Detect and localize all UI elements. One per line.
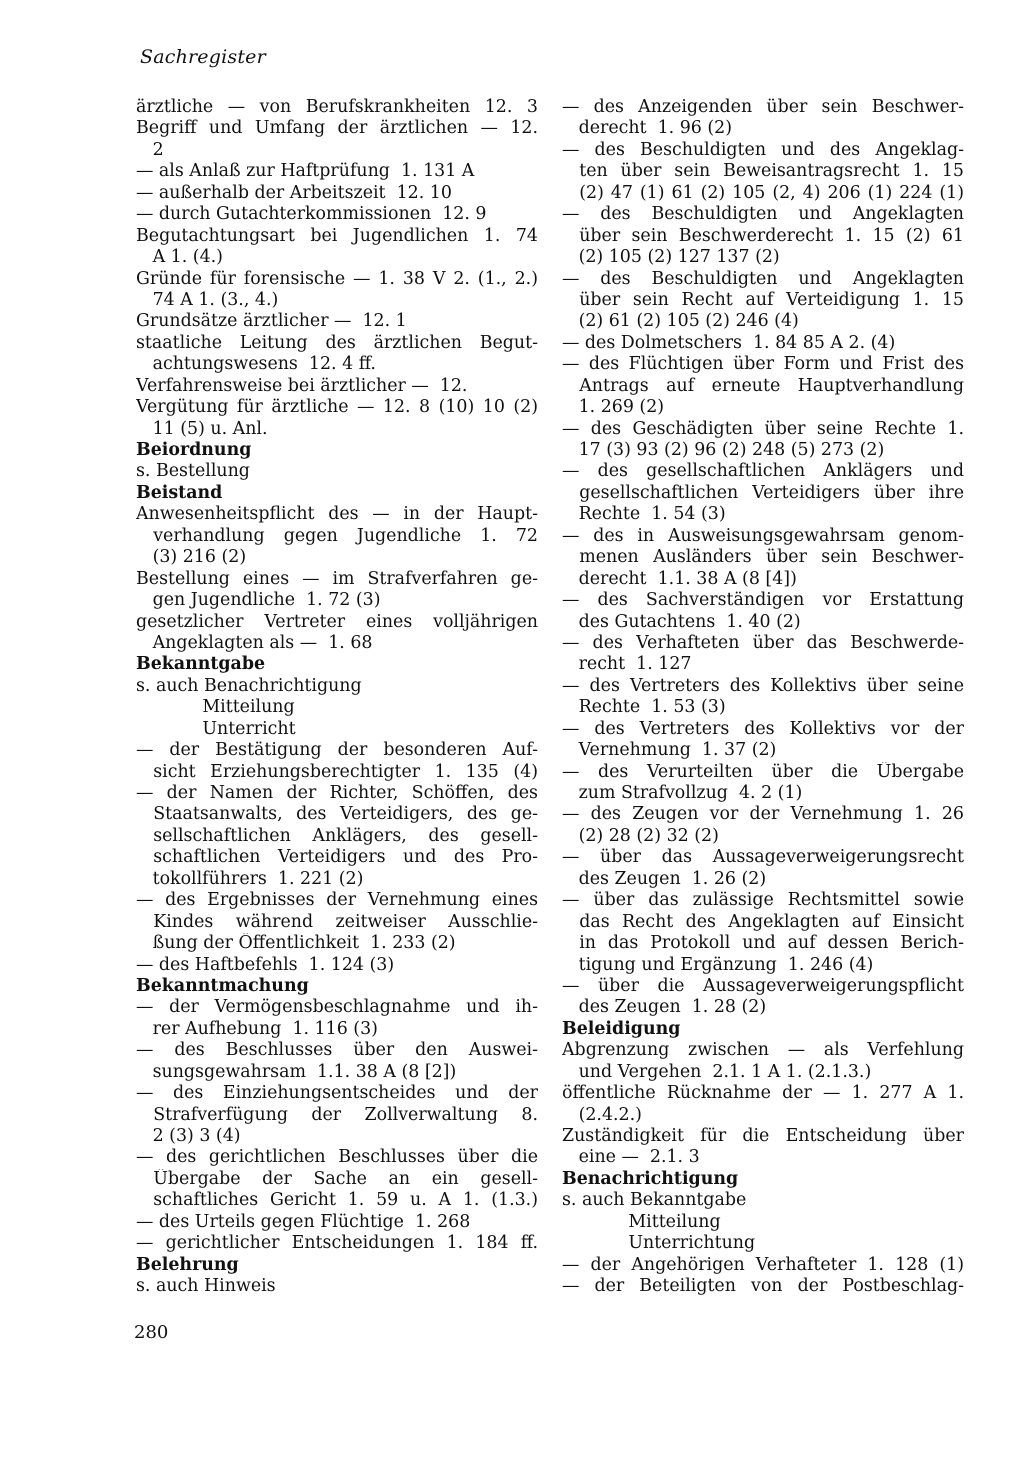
index-line: sellschaftlichen Anklägers, des gesell- [153, 825, 538, 846]
index-line: zum Strafvollzug 4. 2 (1) [562, 783, 803, 803]
index-line: — über das Aussageverweigerungsrecht [562, 847, 964, 868]
index-line: eine — 2.1. 3 [562, 1147, 700, 1168]
index-line: — des Ergebnisses der Vernehmung eines [136, 890, 538, 911]
index-line: — des Beschlusses über den Auswei- [136, 1040, 538, 1061]
index-line: s. Bestellung [136, 461, 250, 482]
index-line: s. auch Hinweis [136, 1276, 276, 1297]
index-line: öffentliche Rücknahme der — 1. 277 A 1. [562, 1083, 964, 1104]
index-line: s. auch Benachrichtigung [136, 675, 362, 696]
index-heading: Bekanntgabe [136, 654, 266, 675]
index-line: gen Jugendliche 1. 72 (3) [136, 590, 381, 611]
index-line: Kindes während zeitweiser Ausschlie- [153, 911, 538, 932]
index-line: Rechte 1. 53 (3) [562, 697, 726, 718]
index-line: derecht 1. 96 (2) [562, 118, 733, 139]
left-index-column [136, 97, 538, 1298]
index-line: ärztliche — von Berufskrankheiten 12. 3 [136, 97, 538, 117]
index-line: Mitteilung [136, 697, 295, 718]
index-line: — über das zulässige Rechtsmittel sowie [562, 890, 964, 911]
index-line: (2) 105 (2) 127 137 (2) [562, 247, 780, 268]
index-line: — des Haftbefehls 1. 124 (3) [136, 954, 395, 975]
index-line: Vergütung für ärztliche — 12. 8 (10) 10 (2) [136, 397, 538, 418]
index-line: verhandlung gegen Jugendliche 1. 72 [153, 525, 538, 546]
index-line: Strafverfügung der Zollverwaltung 8. [153, 1104, 538, 1125]
index-heading: Benachrichtigung [562, 1168, 739, 1189]
index-line: — des Vertreters des Kollektivs über seine [562, 675, 964, 696]
index-line: 2 [136, 139, 164, 160]
index-line: schaftliches Gericht 1. 59 u. A 1. (1.3.) [153, 1190, 538, 1211]
index-line: — des Flüchtigen über Form und Frist des [562, 354, 964, 375]
index-line: über sein Beschwerderecht 1. 15 (2) 61 [579, 225, 964, 246]
index-line: — des Urteils gegen Flüchtige 1. 268 [136, 1211, 471, 1232]
index-line: 1. 269 (2) [562, 397, 665, 418]
index-line: — der Bestätigung der besonderen Auf- [136, 740, 538, 761]
index-line: s. auch Bekanntgabe [562, 1190, 747, 1211]
index-line: das Recht des Angeklagten auf Einsicht [579, 911, 964, 932]
index-line: — des Sachverständigen vor Erstattung [562, 590, 964, 611]
index-line: — des in Ausweisungsgewahrsam genom- [562, 525, 964, 546]
index-line: gesellschaftlichen Verteidigers über ihre [579, 482, 964, 503]
index-line: über sein Recht auf Verteidigung 1. 15 [579, 289, 964, 310]
index-line: Rechte 1. 54 (3) [562, 504, 726, 525]
index-line: — der Vermögensbeschlagnahme und ih- [136, 997, 538, 1018]
running-header: Sachregister [140, 46, 266, 68]
index-heading: Beleidigung [562, 1018, 681, 1039]
index-line: rer Aufhebung 1. 116 (3) [136, 1018, 378, 1039]
index-line: 74 A 1. (3., 4.) [136, 289, 279, 310]
index-line: Angeklagten als — 1. 68 [136, 632, 373, 653]
index-line: schaftlichen Verteidigers und des Pro- [153, 847, 538, 868]
index-line: — der Beteiligten von der Postbeschlag- [562, 1276, 964, 1297]
index-line: Vernehmung 1. 37 (2) [562, 740, 777, 761]
index-line: sungsgewahrsam 1.1. 38 A (8 [2]) [136, 1061, 457, 1082]
index-line: menen Ausländers über sein Beschwer- [579, 547, 964, 568]
page-number: 280 [134, 1322, 169, 1343]
index-line: tigung und Ergänzung 1. 246 (4) [562, 954, 874, 975]
index-line: — des Anzeigenden über sein Beschwer- [562, 97, 964, 117]
index-line: — durch Gutachterkommissionen 12. 9 [136, 204, 487, 225]
index-line: — des Vertreters des Kollektivs vor der [562, 718, 964, 739]
index-line: ßung der Öffentlichkeit 1. 233 (2) [136, 933, 456, 954]
index-line: — als Anlaß zur Haftprüfung 1. 131 A [136, 161, 475, 182]
index-line: (2) 47 (1) 61 (2) 105 (2, 4) 206 (1) 224 (1) [579, 182, 964, 203]
index-line: — des gesellschaftlichen Anklägers und [562, 461, 964, 482]
index-line: staatliche Leitung des ärztlichen Begut- [136, 332, 538, 353]
index-line: Anwesenheitspflicht des — in der Haupt- [136, 504, 538, 525]
index-line: Begriff und Umfang der ärztlichen — 12. [136, 118, 538, 139]
index-line: Bestellung eines — im Strafverfahren ge- [136, 568, 538, 589]
index-line: des Zeugen 1. 28 (2) [562, 997, 767, 1018]
index-line: gesetzlicher Vertreter eines volljährigen [136, 611, 538, 632]
index-line: Antrags auf erneute Hauptverhandlung [579, 375, 964, 396]
index-line: Verfahrensweise bei ärztlicher — 12. [136, 375, 468, 396]
index-line: A 1. (4.) [136, 247, 223, 268]
index-line: 2 (3) 3 (4) [136, 1126, 241, 1146]
index-line: — des Verurteilten über die Übergabe [562, 761, 964, 782]
index-line: — des Dolmetschers 1. 84 85 A 2. (4) [562, 332, 896, 353]
index-line: — gerichtlicher Entscheidungen 1. 184 ff. [136, 1233, 538, 1254]
index-line: Unterrichtung [562, 1233, 756, 1254]
index-heading: Belehrung [136, 1254, 239, 1275]
index-line: Zuständigkeit für die Entscheidung über [562, 1126, 964, 1146]
index-line: Begutachtungsart bei Jugendlichen 1. 74 [136, 225, 538, 246]
index-line: — der Angehörigen Verhafteter 1. 128 (1) [562, 1254, 964, 1275]
index-line: recht 1. 127 [562, 654, 692, 675]
index-line: Staatsanwalts, des Verteidigers, des ge- [153, 804, 538, 825]
index-line: Mitteilung [562, 1211, 721, 1232]
index-line: — über die Aussageverweigerungspflicht [562, 975, 964, 996]
index-line: — des Einziehungsentscheides und der [136, 1083, 538, 1104]
index-line: und Vergehen 2.1. 1 A 1. (2.1.3.) [562, 1061, 872, 1082]
index-line: — des Beschuldigten und Angeklagten [562, 268, 964, 289]
index-line: Übergabe der Sache an ein gesell- [153, 1168, 538, 1189]
index-line: Abgrenzung zwischen — als Verfehlung [562, 1040, 964, 1061]
index-line: — des Geschädigten über seine Rechte 1. [562, 418, 964, 439]
index-line: — des Beschuldigten und des Angeklag- [562, 139, 964, 160]
index-line: — außerhalb der Arbeitszeit 12. 10 [136, 182, 452, 203]
index-line: tokollführers 1. 221 (2) [136, 868, 364, 889]
index-line: (3) 216 (2) [136, 547, 247, 568]
index-line: Unterricht [136, 718, 296, 739]
index-line: Gründe für forensische — 1. 38 V 2. (1., 2.) [136, 268, 538, 289]
index-line: (2.4.2.) [562, 1104, 642, 1125]
index-heading: Beiordnung [136, 440, 252, 460]
right-index-column [562, 97, 964, 1298]
index-line: in das Protokoll und auf dessen Berich- [579, 933, 964, 954]
index-line: des Gutachtens 1. 40 (2) [562, 611, 801, 632]
index-line: — der Namen der Richter, Schöffen, des [136, 783, 538, 803]
index-line: achtungswesens 12. 4 ff. [136, 354, 376, 375]
index-line: — des Verhafteten über das Beschwerde- [562, 632, 964, 653]
index-line: 11 (5) u. Anl. [136, 418, 268, 439]
index-line: — des Zeugen vor der Vernehmung 1. 26 [562, 804, 964, 825]
index-heading: Bekanntmachung [136, 975, 309, 996]
index-line: — des Beschuldigten und Angeklagten [562, 204, 964, 225]
index-line: (2) 28 (2) 32 (2) [562, 825, 719, 846]
index-line: Grundsätze ärztlicher — 12. 1 [136, 311, 407, 332]
index-line: 17 (3) 93 (2) 96 (2) 248 (5) 273 (2) [562, 440, 885, 460]
index-line: — des gerichtlichen Beschlusses über die [136, 1147, 538, 1168]
index-line: (2) 61 (2) 105 (2) 246 (4) [562, 311, 799, 332]
index-line: ten über sein Beweisantragsrecht 1. 15 [579, 161, 964, 182]
index-line: derecht 1.1. 38 A (8 [4]) [562, 568, 797, 589]
index-line: des Zeugen 1. 26 (2) [562, 868, 767, 889]
index-heading: Beistand [136, 482, 223, 503]
index-line: sicht Erziehungsberechtigter 1. 135 (4) [153, 761, 538, 782]
